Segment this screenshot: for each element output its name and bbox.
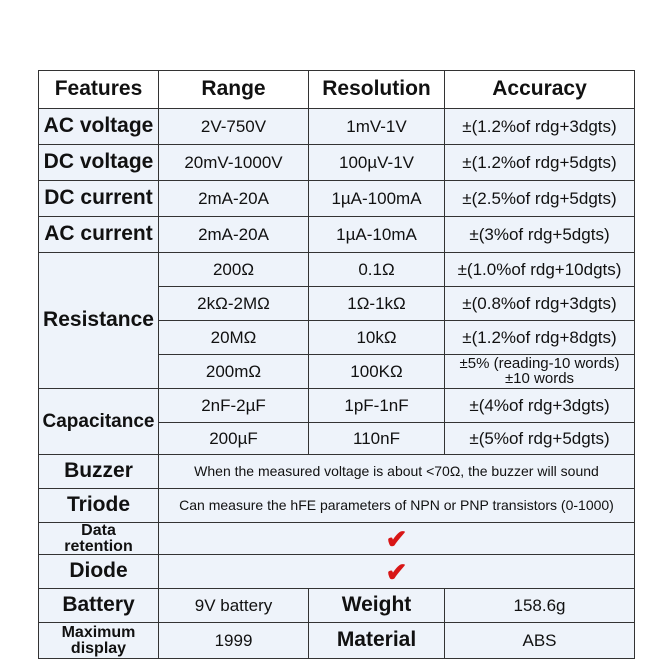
accuracy-cell: ±(4%of rdg+3dgts) (445, 389, 635, 423)
feature-capacitance: Capacitance (39, 389, 159, 455)
row-ac-voltage (39, 109, 635, 145)
header-resolution: Resolution (309, 71, 445, 109)
range-cell: 200µF (159, 423, 309, 455)
accuracy-cell: ±(0.8%of rdg+3dgts) (445, 287, 635, 321)
row-dc-voltage (39, 145, 635, 181)
accuracy-line-1: ±5% (reading-10 words) (459, 355, 620, 373)
accuracy-cell: ±(2.5%of rdg+5dgts) (445, 181, 635, 217)
resolution-cell: 100µV-1V (309, 145, 445, 181)
range-cell: 2V-750V (159, 109, 309, 145)
range-cell: 2mA-20A (159, 217, 309, 253)
max-display-value: 1999 (159, 623, 309, 659)
row-dc-current (39, 181, 635, 217)
resolution-cell: 1µA-100mA (309, 181, 445, 217)
resolution-cell: 110nF (309, 423, 445, 455)
checkmark-icon: ✔ (385, 523, 408, 554)
checkmark-icon: ✔ (385, 556, 408, 587)
range-cell: 2kΩ-2MΩ (159, 287, 309, 321)
feature-data-retention (39, 523, 159, 555)
resolution-cell: 1pF-1nF (309, 389, 445, 423)
diode-support (159, 555, 635, 589)
feature-line-2: retention (64, 537, 133, 555)
feature-buzzer: Buzzer (39, 455, 159, 489)
triode-note: Can measure the hFE parameters of NPN or PNP transistors (0-1000) (159, 489, 635, 523)
resolution-cell: 0.1Ω (309, 253, 445, 287)
row-resistance-1 (39, 253, 635, 287)
feature-resistance: Resistance (39, 253, 159, 389)
weight-label: Weight (309, 589, 445, 623)
weight-value: 158.6g (445, 589, 635, 623)
row-buzzer (39, 455, 635, 489)
feature-dc-voltage: DC voltage (39, 145, 159, 181)
range-cell: 200mΩ (159, 355, 309, 389)
range-cell: 20mV-1000V (159, 145, 309, 181)
accuracy-line-2: ±10 words (504, 369, 575, 387)
feature-max-display (39, 623, 159, 659)
accuracy-cell: ±(1.2%of rdg+5dgts) (445, 145, 635, 181)
feature-triode: Triode (39, 489, 159, 523)
resolution-cell: 1mV-1V (309, 109, 445, 145)
buzzer-note: When the measured voltage is about <70Ω, the buzzer will sound (159, 455, 635, 489)
range-cell: 2nF-2µF (159, 389, 309, 423)
material-label: Material (309, 623, 445, 659)
resolution-cell: 1µA-10mA (309, 217, 445, 253)
feature-line-1: Data (81, 522, 116, 540)
accuracy-cell: ±(5%of rdg+5dgts) (445, 423, 635, 455)
spec-table (38, 70, 635, 659)
row-data-retention (39, 523, 635, 555)
data-retention-support (159, 523, 635, 555)
feature-battery: Battery (39, 589, 159, 623)
row-triode (39, 489, 635, 523)
feature-ac-voltage: AC voltage (39, 109, 159, 145)
feature-line-2: display (70, 639, 127, 657)
range-cell: 20MΩ (159, 321, 309, 355)
row-diode (39, 555, 635, 589)
accuracy-cell: ±(1.2%of rdg+3dgts) (445, 109, 635, 145)
header-row (39, 71, 635, 109)
row-max-display (39, 623, 635, 659)
feature-line-1: Maximum (61, 624, 136, 642)
accuracy-cell: ±(1.2%of rdg+8dgts) (445, 321, 635, 355)
resolution-cell: 1Ω-1kΩ (309, 287, 445, 321)
row-battery (39, 589, 635, 623)
header-features: Features (39, 71, 159, 109)
feature-dc-current: DC current (39, 181, 159, 217)
material-value: ABS (445, 623, 635, 659)
row-capacitance-1 (39, 389, 635, 423)
header-range: Range (159, 71, 309, 109)
accuracy-cell: ±(3%of rdg+5dgts) (445, 217, 635, 253)
row-ac-current (39, 217, 635, 253)
feature-diode: Diode (39, 555, 159, 589)
accuracy-cell: ±(1.0%of rdg+10dgts) (445, 253, 635, 287)
resolution-cell: 100KΩ (309, 355, 445, 389)
accuracy-cell (445, 355, 635, 389)
range-cell: 2mA-20A (159, 181, 309, 217)
resolution-cell: 10kΩ (309, 321, 445, 355)
battery-value: 9V battery (159, 589, 309, 623)
range-cell: 200Ω (159, 253, 309, 287)
header-accuracy: Accuracy (445, 71, 635, 109)
feature-ac-current: AC current (39, 217, 159, 253)
